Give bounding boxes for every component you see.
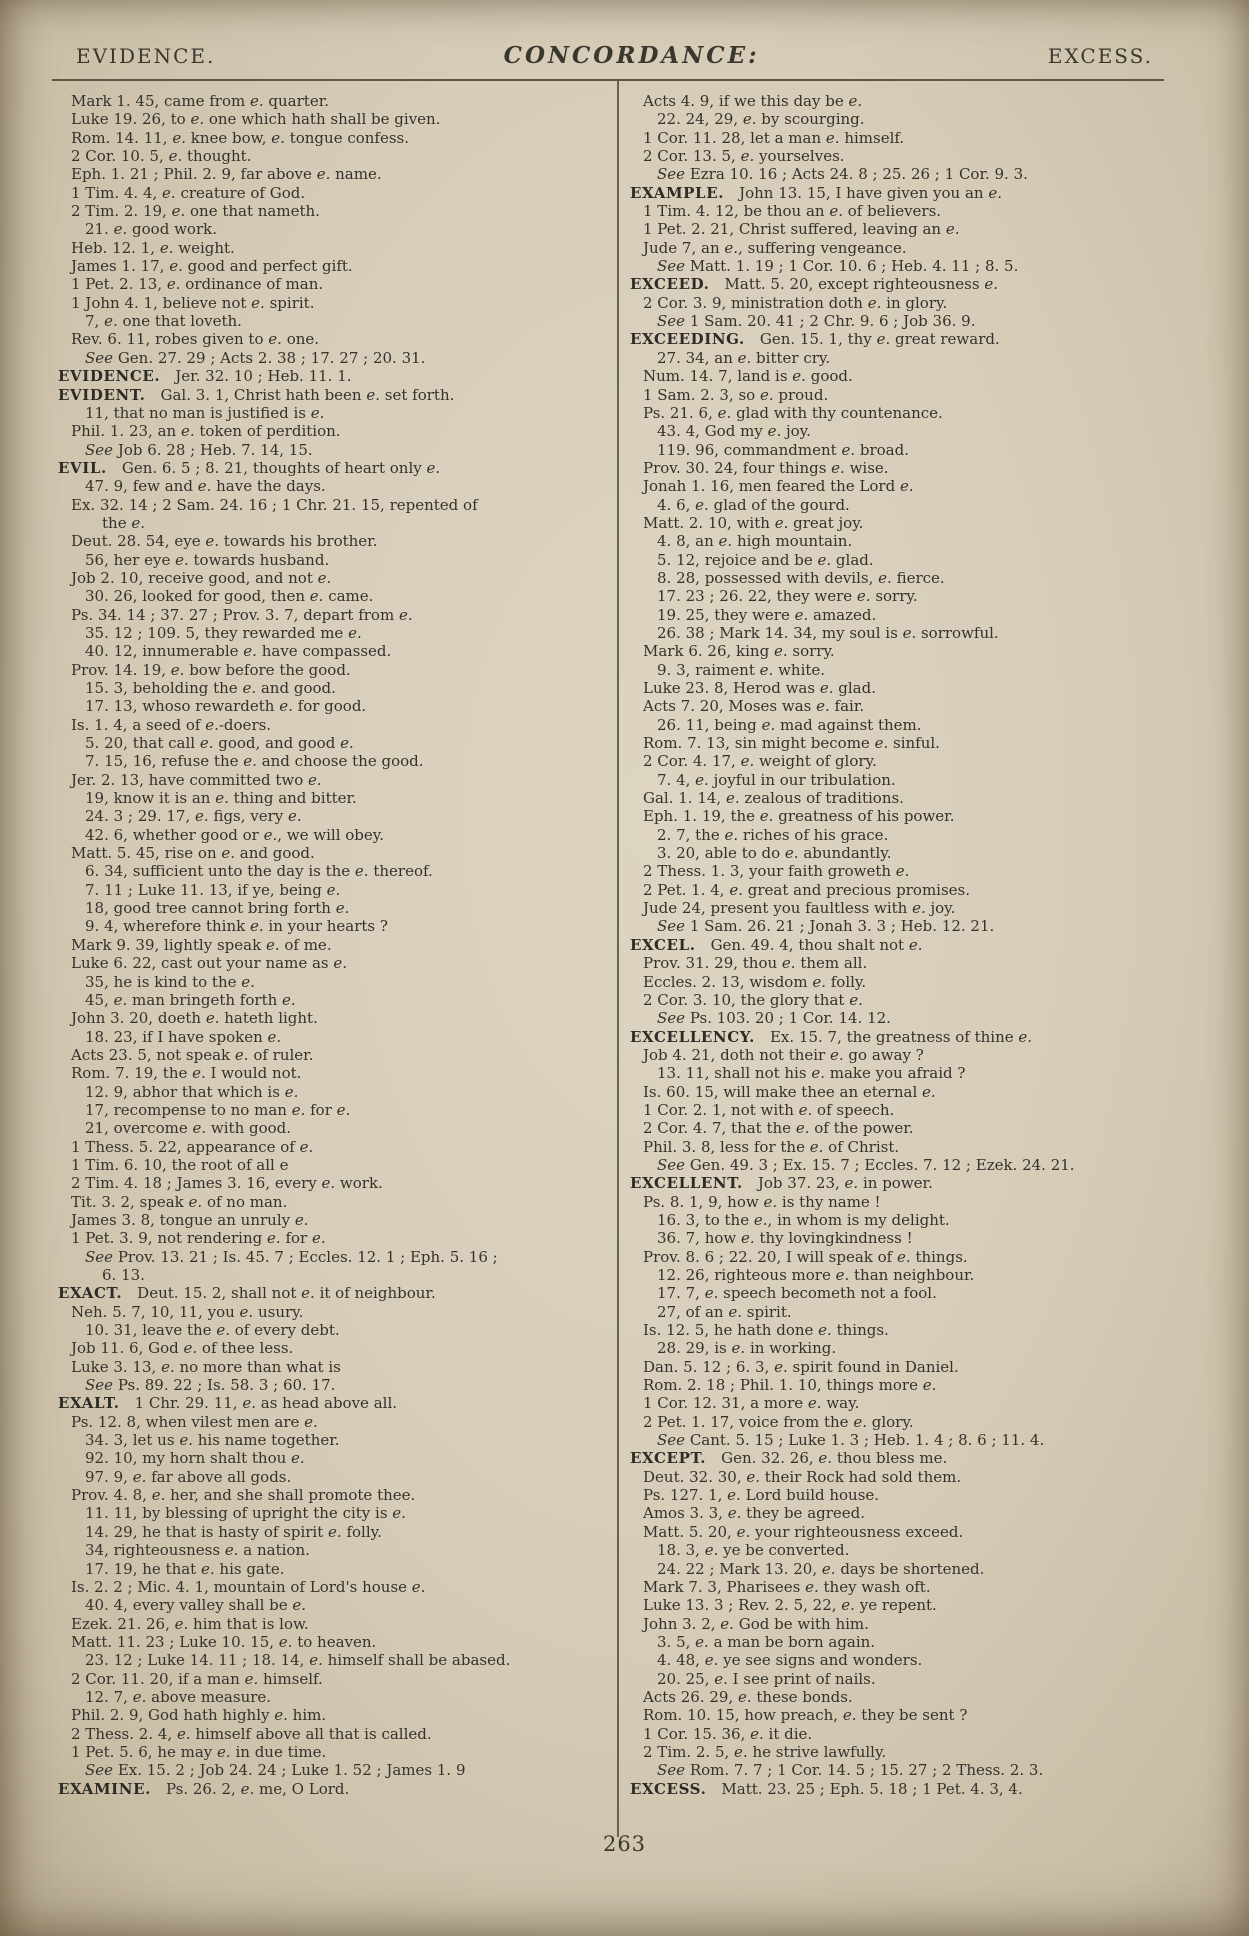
entry-line: 9. 3, raiment e. white. bbox=[657, 660, 826, 679]
entry-line: 13. 11, shall not his e. make you afraid ? bbox=[657, 1064, 966, 1083]
see-reference-line: See Job 6. 28 ; Heb. 7. 14, 15. bbox=[85, 440, 313, 459]
entry-line: 4. 6, e. glad of the gourd. bbox=[657, 495, 850, 514]
entry-line: Ps. 12. 8, when vilest men are e. bbox=[71, 1412, 318, 1431]
entry-line: 11, that no man is justified is e. bbox=[85, 403, 325, 422]
entry-line: Rom. 7. 13, sin might become e. sinful. bbox=[643, 734, 940, 753]
column-right bbox=[630, 92, 1186, 1798]
headword: EXCELLENT. bbox=[630, 1174, 743, 1193]
entry-line: 97. 9, e. far above all gods. bbox=[85, 1467, 292, 1486]
entry-line: 2 Tim. 2. 19, e. one that nameth. bbox=[71, 202, 320, 221]
entry-line: 2 Cor. 11. 20, if a man e. himself. bbox=[71, 1669, 323, 1688]
entry-line: 1 Cor. 12. 31, a more e. way. bbox=[643, 1394, 860, 1413]
entry-line: Mark 6. 26, king e. sorry. bbox=[643, 642, 835, 661]
headword: EXCESS. bbox=[630, 1779, 707, 1798]
see-reference-line: See Matt. 1. 19 ; 1 Cor. 10. 6 ; Heb. 4. 11 ; 8. 5. bbox=[657, 257, 1019, 276]
see-label: See bbox=[657, 1761, 690, 1780]
header-last-word: EXCESS. bbox=[1047, 44, 1153, 68]
entry-line: 4. 8, an e. high mountain. bbox=[657, 532, 853, 551]
entry-line: 1 Tim. 4. 4, e. creature of God. bbox=[71, 183, 306, 202]
headword: EXCEL. bbox=[630, 935, 696, 954]
entry-line: Job 11. 6, God e. of thee less. bbox=[71, 1339, 294, 1358]
entry-line: 2 Thess. 2. 4, e. himself above all that is called. bbox=[71, 1724, 432, 1743]
entry-line: 2. 7, the e. riches of his grace. bbox=[657, 825, 889, 844]
entry-line: 1 Pet. 2. 21, Christ suffered, leaving an e. bbox=[643, 220, 960, 239]
entry-line: Eph. 1. 21 ; Phil. 2. 9, far above e. name. bbox=[71, 165, 382, 184]
entry-line: Jude 7, an e., suffering vengeance. bbox=[643, 238, 907, 257]
entry-line: 1 Cor. 2. 1, not with e. of speech. bbox=[643, 1100, 895, 1119]
entry-line: 45, e. man bringeth forth e. bbox=[85, 990, 296, 1009]
entry-line: Rom. 10. 15, how preach, e. they be sent ? bbox=[643, 1706, 968, 1725]
entry-line: 28. 29, is e. in working. bbox=[657, 1339, 837, 1358]
entry-line: Prov. 31. 29, thou e. them all. bbox=[643, 954, 868, 973]
entry-line: Is. 12. 5, he hath done e. things. bbox=[643, 1321, 889, 1340]
entry-line: 17. 19, he that e. his gate. bbox=[85, 1559, 285, 1578]
header-rule bbox=[52, 79, 1164, 81]
entry-line: 42. 6, whether good or e., we will obey. bbox=[85, 825, 385, 844]
entry-line: Gal. 1. 14, e. zealous of traditions. bbox=[643, 789, 904, 808]
see-label: See bbox=[657, 312, 690, 331]
see-label: See bbox=[657, 1009, 690, 1028]
entry-line: 26. 11, being e. mad against them. bbox=[657, 715, 922, 734]
see-label: See bbox=[657, 1155, 690, 1174]
entry-line: Jude 24, present you faultless with e. joy. bbox=[643, 899, 956, 918]
entry-line: 1 Sam. 2. 3, so e. proud. bbox=[643, 385, 829, 404]
entry-line: Jer. 2. 13, have committed two e. bbox=[71, 770, 322, 789]
entry-line: Is. 2. 2 ; Mic. 4. 1, mountain of Lord's house e. bbox=[71, 1577, 426, 1596]
see-label: See bbox=[657, 1431, 690, 1450]
entry-line: 1 Tim. 4. 12, be thou an e. of believers. bbox=[643, 202, 942, 221]
entry-line: 3. 20, able to do e. abundantly. bbox=[657, 844, 892, 863]
entry-line: 18. 23, if I have spoken e. bbox=[85, 1027, 282, 1046]
entry-line: 2 Cor. 3. 10, the glory that e. bbox=[643, 990, 863, 1009]
headword-entry-line: EXCELLENT. Job 37. 23, e. in power. bbox=[630, 1174, 933, 1193]
entry-line: 34, righteousness e. a nation. bbox=[85, 1541, 310, 1560]
entry-line: Mark 9. 39, lightly speak e. of me. bbox=[71, 935, 332, 954]
header-book-title: CONCORDANCE: bbox=[503, 42, 760, 69]
headword-entry-line: EXALT. 1 Chr. 29. 11, e. as head above all. bbox=[58, 1394, 398, 1413]
entry-line: 19, know it is an e. thing and bitter. bbox=[85, 789, 357, 808]
entry-line: 16. 3, to the e., in whom is my delight. bbox=[657, 1210, 950, 1229]
entry-line: Prov. 4. 8, e. her, and she shall promote thee. bbox=[71, 1486, 416, 1505]
entry-line: 7. 15, 16, refuse the e. and choose the good. bbox=[85, 752, 424, 771]
entry-line: 43. 4, God my e. joy. bbox=[657, 422, 811, 441]
entry-line: Heb. 12. 1, e. weight. bbox=[71, 238, 235, 257]
see-reference-line: See Gen. 49. 3 ; Ex. 15. 7 ; Eccles. 7. 12 ; Ezek. 24. 21. bbox=[657, 1155, 1075, 1174]
entry-line: 7, e. one that loveth. bbox=[85, 312, 242, 331]
entry-line: the e. bbox=[102, 513, 145, 532]
entry-line: 1 Thess. 5. 22, appearance of e. bbox=[71, 1137, 314, 1156]
entry-line: 36. 7, how e. thy lovingkindness ! bbox=[657, 1229, 913, 1248]
entry-line: Ps. 8. 1, 9, how e. is thy name ! bbox=[643, 1192, 881, 1211]
entry-line: 7. 11 ; Luke 11. 13, if ye, being e. bbox=[85, 880, 341, 899]
headword: EXCELLENCY. bbox=[630, 1027, 755, 1046]
entry-line: Ezek. 21. 26, e. him that is low. bbox=[71, 1614, 309, 1633]
headword-entry-line: EXCEPT. Gen. 32. 26, e. thou bless me. bbox=[630, 1449, 948, 1468]
headword: EXACT. bbox=[58, 1284, 123, 1303]
text-columns bbox=[58, 92, 1186, 1798]
headword: EXCEED. bbox=[630, 275, 710, 294]
entry-line: Dan. 5. 12 ; 6. 3, e. spirit found in Daniel. bbox=[643, 1357, 959, 1376]
see-reference-line: See 1 Sam. 26. 21 ; Jonah 3. 3 ; Heb. 12. 21. bbox=[657, 917, 995, 936]
entry-line: 2 Cor. 10. 5, e. thought. bbox=[71, 147, 252, 166]
entry-line: 7. 4, e. joyful in our tribulation. bbox=[657, 770, 896, 789]
entry-line: Matt. 2. 10, with e. great joy. bbox=[643, 513, 864, 532]
entry-line: Jonah 1. 16, men feared the Lord e. bbox=[643, 477, 914, 496]
entry-line: Rev. 6. 11, robes given to e. one. bbox=[71, 330, 320, 349]
entry-line: Matt. 5. 20, e. your righteousness exceed. bbox=[643, 1522, 964, 1541]
entry-line: 92. 10, my horn shalt thou e. bbox=[85, 1449, 305, 1468]
entry-line: 4. 48, e. ye see signs and wonders. bbox=[657, 1651, 923, 1670]
entry-line: Matt. 11. 23 ; Luke 10. 15, e. to heaven. bbox=[71, 1632, 377, 1651]
entry-line: 2 Pet. 1. 4, e. great and precious promises. bbox=[643, 880, 970, 899]
entry-line: Rom. 7. 19, the e. I would not. bbox=[71, 1064, 302, 1083]
see-label: See bbox=[657, 165, 690, 184]
entry-line: 20. 25, e. I see print of nails. bbox=[657, 1669, 876, 1688]
headword-entry-line: EXAMINE. Ps. 26. 2, e. me, O Lord. bbox=[58, 1779, 350, 1798]
entry-line: 2 Cor. 3. 9, ministration doth e. in glory. bbox=[643, 293, 948, 312]
entry-line: 2 Cor. 13. 5, e. yourselves. bbox=[643, 147, 845, 166]
headword: EVIDENCE. bbox=[58, 367, 161, 386]
entry-line: Mark 7. 3, Pharisees e. they wash oft. bbox=[643, 1577, 931, 1596]
entry-line: 40. 4, every valley shall be e. bbox=[85, 1596, 307, 1615]
headword-entry-line: EXACT. Deut. 15. 2, shall not e. it of neighbour. bbox=[58, 1284, 436, 1303]
entry-line: 1 Cor. 11. 28, let a man e. himself. bbox=[643, 128, 905, 147]
entry-line: 9. 4, wherefore think e. in your hearts ? bbox=[85, 917, 388, 936]
entry-line: 12. 26, righteous more e. than neighbour. bbox=[657, 1266, 975, 1284]
entry-line: Job 4. 21, doth not their e. go away ? bbox=[643, 1045, 924, 1064]
entry-line: 1 John 4. 1, believe not e. spirit. bbox=[71, 293, 315, 312]
entry-line: 2 Tim. 4. 18 ; James 3. 16, every e. work. bbox=[71, 1174, 383, 1193]
entry-line: James 3. 8, tongue an unruly e. bbox=[71, 1210, 309, 1229]
entry-line: Luke 19. 26, to e. one which hath shall be given. bbox=[71, 110, 441, 129]
see-label: See bbox=[657, 917, 690, 936]
entry-line: 21. e. good work. bbox=[85, 220, 217, 239]
entry-line: Mark 1. 45, came from e. quarter. bbox=[71, 92, 329, 110]
entry-line: Deut. 32. 30, e. their Rock had sold them. bbox=[643, 1467, 962, 1486]
entry-line: Phil. 2. 9, God hath highly e. him. bbox=[71, 1706, 327, 1725]
entry-line: Phil. 1. 23, an e. token of perdition. bbox=[71, 422, 341, 441]
entry-line: John 3. 20, doeth e. hateth light. bbox=[71, 1009, 318, 1028]
entry-line: Prov. 14. 19, e. bow before the good. bbox=[71, 660, 351, 679]
entry-line: 35, he is kind to the e. bbox=[85, 972, 255, 991]
entry-line: 35. 12 ; 109. 5, they rewarded me e. bbox=[85, 623, 362, 642]
entry-line: Acts 4. 9, if we this day be e. bbox=[643, 92, 863, 110]
entry-line: 27, of an e. spirit. bbox=[657, 1302, 792, 1321]
entry-line: 1 Cor. 15. 36, e. it die. bbox=[643, 1724, 813, 1743]
headword-entry-line: EXAMPLE. John 13. 15, I have given you an e. bbox=[630, 183, 1002, 202]
entry-line: Rom. 2. 18 ; Phil. 1. 10, things more e. bbox=[643, 1376, 937, 1395]
see-reference-line: See Gen. 27. 29 ; Acts 2. 38 ; 17. 27 ; 20. 31. bbox=[85, 348, 426, 367]
headword-entry-line: EXCEL. Gen. 49. 4, thou shalt not e. bbox=[630, 935, 923, 954]
see-label: See bbox=[85, 1376, 118, 1395]
entry-line: Ps. 127. 1, e. Lord build house. bbox=[643, 1486, 880, 1505]
entry-line: John 3. 2, e. God be with him. bbox=[643, 1614, 869, 1633]
entry-line: 26. 38 ; Mark 14. 34, my soul is e. sorrowful. bbox=[657, 623, 999, 642]
entry-line: Phil. 3. 8, less for the e. of Christ. bbox=[643, 1137, 900, 1156]
entry-line: 5. 12, rejoice and be e. glad. bbox=[657, 550, 874, 569]
headword: EXCEPT. bbox=[630, 1449, 707, 1468]
entry-line: 1 Pet. 5. 6, he may e. in due time. bbox=[71, 1742, 327, 1761]
entry-line: 1 Tim. 6. 10, the root of all e bbox=[71, 1155, 289, 1174]
entry-line: Rom. 14. 11, e. knee bow, e. tongue confess. bbox=[71, 128, 410, 147]
headword-entry-line: EVIDENCE. Jer. 32. 10 ; Heb. 11. 1. bbox=[58, 367, 352, 386]
entry-line: Ps. 21. 6, e. glad with thy countenance. bbox=[643, 403, 943, 422]
entry-line: 5. 20, that call e. good, and good e. bbox=[85, 734, 354, 753]
entry-line: 14. 29, he that is hasty of spirit e. folly. bbox=[85, 1522, 382, 1541]
entry-line: 56, her eye e. towards husband. bbox=[85, 550, 330, 569]
entry-line: Luke 13. 3 ; Rev. 2. 5, 22, e. ye repent. bbox=[643, 1596, 937, 1615]
entry-line: 17. 7, e. speech becometh not a fool. bbox=[657, 1284, 937, 1303]
headword: EVIDENT. bbox=[58, 385, 146, 404]
see-reference-line: See Cant. 5. 15 ; Luke 1. 3 ; Heb. 1. 4 ; 8. 6 ; 11. 4. bbox=[657, 1431, 1045, 1450]
headword-entry-line: EXCESS. Matt. 23. 25 ; Eph. 5. 18 ; 1 Pet. 4. 3, 4. bbox=[630, 1779, 1023, 1798]
entry-line: 17, recompense to no man e. for e. bbox=[85, 1100, 351, 1119]
headword-entry-line: EXCELLENCY. Ex. 15. 7, the greatness of thine e. bbox=[630, 1027, 1033, 1046]
entry-line: Deut. 28. 54, eye e. towards his brother. bbox=[71, 532, 378, 551]
headword: EVIL. bbox=[58, 458, 107, 477]
entry-line: 22. 24, 29, e. by scourging. bbox=[657, 110, 865, 129]
entry-line: 10. 31, leave the e. of every debt. bbox=[85, 1321, 340, 1340]
see-reference-line: See 1 Sam. 20. 41 ; 2 Chr. 9. 6 ; Job 36. 9. bbox=[657, 312, 976, 331]
entry-line: Matt. 5. 45, rise on e. and good. bbox=[71, 844, 315, 863]
entry-line: Ps. 34. 14 ; 37. 27 ; Prov. 3. 7, depart from e. bbox=[71, 605, 413, 624]
entry-line: Ex. 32. 14 ; 2 Sam. 24. 16 ; 1 Chr. 21. 15, repented of bbox=[71, 495, 478, 514]
see-reference-line: See Ps. 103. 20 ; 1 Cor. 14. 12. bbox=[657, 1009, 891, 1028]
see-reference-line: See Rom. 7. 7 ; 1 Cor. 14. 5 ; 15. 27 ; 2 Thess. 2. 3. bbox=[657, 1761, 1044, 1780]
entry-line: Acts 7. 20, Moses was e. fair. bbox=[643, 697, 865, 716]
see-label: See bbox=[85, 348, 118, 367]
entry-line: 24. 22 ; Mark 13. 20, e. days be shortened. bbox=[657, 1559, 985, 1578]
see-reference-line: See Ps. 89. 22 ; Is. 58. 3 ; 60. 17. bbox=[85, 1376, 336, 1395]
headword: EXCEEDING. bbox=[630, 330, 745, 349]
see-label: See bbox=[85, 440, 118, 459]
entry-line: 40. 12, innumerable e. have compassed. bbox=[85, 642, 392, 661]
entry-line: 1 Pet. 3. 9, not rendering e. for e. bbox=[71, 1229, 326, 1248]
see-label: See bbox=[85, 1247, 118, 1266]
headword-entry-line: EVIL. Gen. 6. 5 ; 8. 21, thoughts of heart only e. bbox=[58, 458, 441, 477]
entry-line: 18, good tree cannot bring forth e. bbox=[85, 899, 350, 918]
see-reference-line: See Ezra 10. 16 ; Acts 24. 8 ; 25. 26 ; 1 Cor. 9. 3. bbox=[657, 165, 1028, 184]
entry-line: Eccles. 2. 13, wisdom e. folly. bbox=[643, 972, 867, 991]
entry-line: Prov. 8. 6 ; 22. 20, I will speak of e. things. bbox=[643, 1247, 968, 1266]
entry-line: Luke 3. 13, e. no more than what is bbox=[71, 1357, 341, 1376]
entry-line: 17. 13, whoso rewardeth e. for good. bbox=[85, 697, 367, 716]
entry-line: Num. 14. 7, land is e. good. bbox=[643, 367, 853, 386]
headword-entry-line: EXCEEDING. Gen. 15. 1, thy e. great reward. bbox=[630, 330, 1000, 349]
entry-line: Is. 1. 4, a seed of e.-doers. bbox=[71, 715, 272, 734]
headword: EXAMINE. bbox=[58, 1779, 151, 1798]
entry-line: 8. 28, possessed with devils, e. fierce. bbox=[657, 568, 945, 587]
entry-line: 27. 34, an e. bitter cry. bbox=[657, 348, 831, 367]
entry-line: Prov. 30. 24, four things e. wise. bbox=[643, 458, 889, 477]
entry-line: 2 Cor. 4. 7, that the e. of the power. bbox=[643, 1119, 914, 1138]
entry-line: Is. 60. 15, will make thee an eternal e. bbox=[643, 1082, 936, 1101]
see-reference-line: See Ex. 15. 2 ; Job 24. 24 ; Luke 1. 52 ; James 1. 9 bbox=[85, 1761, 466, 1780]
entry-line: 23. 12 ; Luke 14. 11 ; 18. 14, e. himself shall be abased. bbox=[85, 1651, 511, 1670]
running-header bbox=[76, 42, 1153, 69]
entry-line: Acts 23. 5, not speak e. of ruler. bbox=[71, 1045, 314, 1064]
entry-line: 2 Thess. 1. 3, your faith groweth e. bbox=[643, 862, 910, 881]
headword-entry-line: EVIDENT. Gal. 3. 1, Christ hath been e. set forth. bbox=[58, 385, 455, 404]
entry-line: 6. 13. bbox=[102, 1266, 145, 1284]
entry-line: 119. 96, commandment e. broad. bbox=[657, 440, 909, 459]
headword-entry-line: EXCEED. Matt. 5. 20, except righteousness e. bbox=[630, 275, 999, 294]
entry-line: Job 2. 10, receive good, and not e. bbox=[71, 568, 332, 587]
entry-line: Acts 26. 29, e. these bonds. bbox=[643, 1687, 853, 1706]
entry-line: 34. 3, let us e. his name together. bbox=[85, 1431, 340, 1450]
entry-line: 24. 3 ; 29. 17, e. figs, very e. bbox=[85, 807, 302, 826]
headword: EXALT. bbox=[58, 1394, 120, 1413]
entry-line: 1 Pet. 2. 13, e. ordinance of man. bbox=[71, 275, 324, 294]
page-number: 263 bbox=[602, 1832, 647, 1856]
entry-line: 2 Pet. 1. 17, voice from the e. glory. bbox=[643, 1412, 914, 1431]
entry-line: 11. 11, by blessing of upright the city is e. bbox=[85, 1504, 406, 1523]
entry-line: Amos 3. 3, e. they be agreed. bbox=[643, 1504, 866, 1523]
entry-line: 18. 3, e. ye be converted. bbox=[657, 1541, 850, 1560]
entry-line: Eph. 1. 19, the e. greatness of his power. bbox=[643, 807, 955, 826]
entry-line: 6. 34, sufficient unto the day is the e. thereof. bbox=[85, 862, 433, 881]
see-label: See bbox=[657, 257, 690, 276]
entry-line: 19. 25, they were e. amazed. bbox=[657, 605, 877, 624]
entry-line: 30. 26, looked for good, then e. came. bbox=[85, 587, 374, 606]
entry-line: Luke 23. 8, Herod was e. glad. bbox=[643, 679, 876, 697]
entry-line: Tit. 3. 2, speak e. of no man. bbox=[71, 1192, 288, 1211]
headword: EXAMPLE. bbox=[630, 183, 725, 202]
entry-line: Neh. 5. 7, 10, 11, you e. usury. bbox=[71, 1302, 304, 1321]
entry-line: 12. 7, e. above measure. bbox=[85, 1687, 272, 1706]
entry-line: 3. 5, e. a man be born again. bbox=[657, 1632, 876, 1651]
see-label: See bbox=[85, 1761, 118, 1780]
entry-line: 15. 3, beholding the e. and good. bbox=[85, 679, 336, 697]
entry-line: 12. 9, abhor that which is e. bbox=[85, 1082, 299, 1101]
column-left bbox=[58, 92, 614, 1798]
header-first-word: EVIDENCE. bbox=[76, 44, 216, 68]
entry-line: Luke 6. 22, cast out your name as e. bbox=[71, 954, 348, 973]
see-reference-line: See Prov. 13. 21 ; Is. 45. 7 ; Eccles. 12. 1 ; Eph. 5. 16 ; bbox=[85, 1247, 498, 1266]
entry-line: 2 Tim. 2. 5, e. he strive lawfully. bbox=[643, 1742, 887, 1761]
entry-line: 47. 9, few and e. have the days. bbox=[85, 477, 326, 496]
entry-line: 2 Cor. 4. 17, e. weight of glory. bbox=[643, 752, 877, 771]
entry-line: James 1. 17, e. good and perfect gift. bbox=[71, 257, 353, 276]
entry-line: 21, overcome e. with good. bbox=[85, 1119, 292, 1138]
entry-line: 17. 23 ; 26. 22, they were e. sorry. bbox=[657, 587, 918, 606]
